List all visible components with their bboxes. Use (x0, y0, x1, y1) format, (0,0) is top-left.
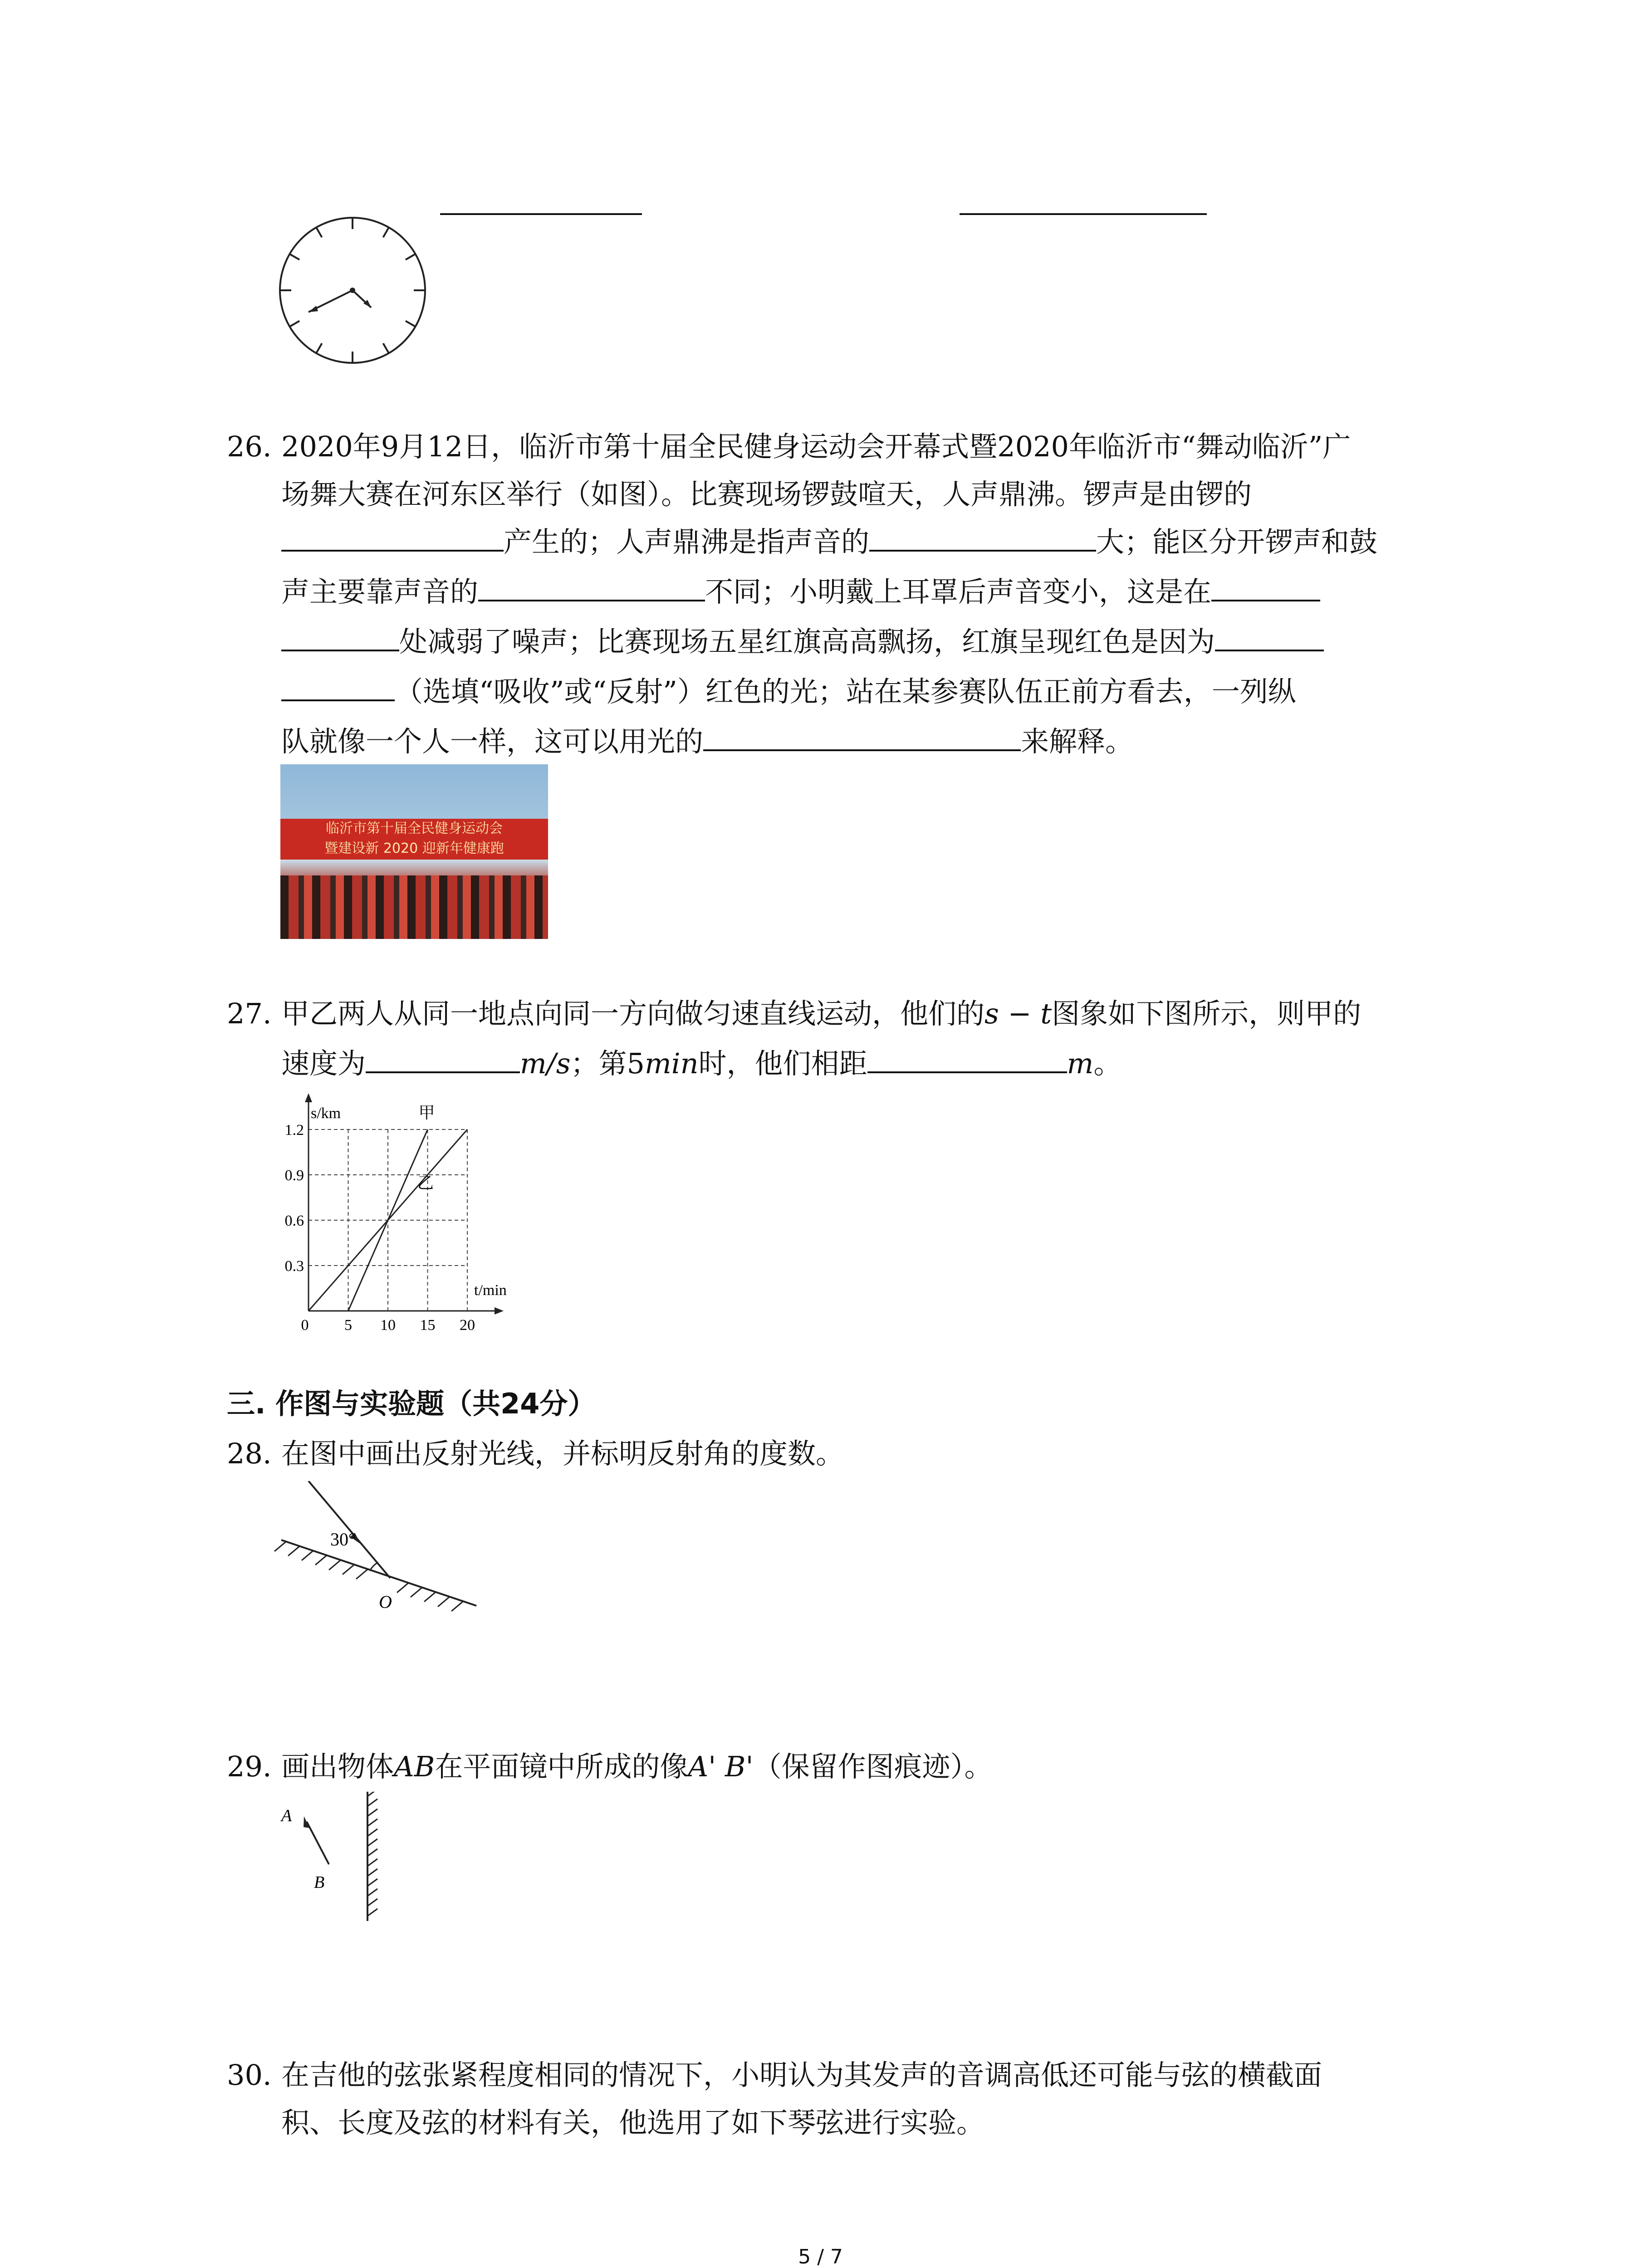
q28-text: 在图中画出反射光线，并标明反射角的度数。 (281, 1437, 844, 1470)
clock-tick (406, 321, 416, 327)
q26-line5: 处减弱了噪声；比赛现场五星红旗高高飘扬，红旗呈现红色是因为 (281, 617, 1324, 667)
mirror-hatch-line (367, 1909, 377, 1916)
label-a: A (281, 1806, 292, 1825)
mirror-hatch-line (367, 1829, 377, 1836)
y-tick-label: 1.2 (284, 1122, 304, 1139)
clock-figure (272, 213, 436, 376)
x-tick-label: 5 (344, 1317, 352, 1334)
clock-tick (406, 254, 416, 260)
x-axis-arrow (495, 1307, 504, 1315)
page-number: 5 / 7 (798, 2245, 843, 2268)
q26-blank-3[interactable] (478, 572, 705, 601)
q26-number: 26. (227, 430, 272, 463)
x-tick-label: 15 (420, 1317, 436, 1334)
mirror-hatch-line (367, 1879, 377, 1886)
mirror-hatch-line (367, 1889, 377, 1896)
q30-line1: 在吉他的弦张紧程度相同的情况下，小明认为其发声的音调高低还可能与弦的横截面 (281, 2058, 1323, 2092)
q26-blank-2[interactable] (869, 523, 1096, 552)
clock-tick (316, 343, 322, 353)
label-b: B (314, 1873, 325, 1892)
q28-number: 28. (227, 1437, 272, 1470)
answer-blank-clock-2[interactable] (960, 213, 1207, 215)
q26-blank-5[interactable] (281, 622, 399, 651)
mirror-figure (272, 1792, 390, 1923)
q27-number: 27. (227, 997, 272, 1030)
q26-line3: 产生的；人声鼎沸是指声音的 大；能区分开锣声和鼓 (281, 517, 1377, 567)
x-axis-label: t/min (474, 1282, 507, 1299)
q26-line4: 声主要靠声音的 不同；小明戴上耳罩后声音变小，这是在 (281, 567, 1320, 617)
angle-label: 30° (330, 1529, 356, 1549)
clock-tick (316, 227, 322, 237)
point-o-label: O (379, 1592, 392, 1612)
x-tick-label: 20 (460, 1317, 475, 1334)
q26-blank-1[interactable] (281, 523, 504, 552)
reflection-figure (272, 1481, 481, 1617)
event-photo (280, 764, 548, 939)
q26-blank-4[interactable] (1211, 572, 1320, 601)
y-tick-label: 0.3 (284, 1258, 304, 1275)
y-axis-arrow (305, 1093, 312, 1102)
mirror-hatch-line (367, 1869, 377, 1876)
q26-line7: 队就像一个人一样，这可以用光的 来解释。 (281, 717, 1133, 767)
mirror-hatch-line (367, 1819, 377, 1826)
q29-number: 29. (227, 1750, 272, 1783)
mirror-hatch-line (367, 1849, 377, 1856)
clock-tick (289, 321, 299, 327)
q26-blank-6[interactable] (1215, 622, 1324, 651)
y-tick-label: 0.9 (284, 1167, 304, 1184)
y-axis-label: s/km (311, 1105, 341, 1122)
q30-number: 30. (227, 2058, 272, 2092)
q27-line2: 速度为 m/s；第5min时，他们相距 m。 (281, 1039, 1122, 1089)
photo-banner: 临沂市第十届全民健身运动会 暨建设新 2020 迎新年健康跑 (280, 819, 548, 860)
q26-line2: 场舞大赛在河东区举行（如图）。比赛现场锣鼓喧天，人声鼎沸。锣声是由锣的 (281, 478, 1252, 511)
answer-blank-clock-1[interactable] (440, 213, 642, 215)
x-tick-label: 0 (301, 1317, 309, 1334)
clock-tick (289, 254, 299, 260)
q26-line6: （选填“吸收”或“反射”）红色的光；站在某参赛队伍正前方看去，一列纵 (281, 667, 1296, 717)
mirror-hatch-line (367, 1839, 377, 1846)
photo-crowd (280, 875, 548, 939)
q29-text: 画出物体AB在平面镜中所成的像A' B'（保留作图痕迹）。 (281, 1750, 993, 1783)
q30-line2: 积、长度及弦的材料有关，他选用了如下琴弦进行实验。 (281, 2106, 985, 2139)
y-tick-label: 0.6 (284, 1212, 304, 1229)
mirror-hatch-line (367, 1792, 377, 1796)
q26-blank-7[interactable] (281, 672, 395, 701)
clock-tick (383, 343, 389, 353)
series-label-2: 乙 (417, 1174, 434, 1192)
st-graph (268, 1086, 531, 1336)
q27-blank-distance[interactable] (867, 1044, 1067, 1073)
x-tick-label: 10 (380, 1317, 396, 1334)
mirror-hatch-line (367, 1809, 377, 1816)
mirror-hatch-line (367, 1859, 377, 1866)
clock-tick (383, 227, 389, 237)
mirror-hatch-line (367, 1899, 377, 1906)
q26-line1: 2020年9月12日，临沂市第十届全民健身运动会开幕式暨2020年临沂市“舞动临沂”广 (281, 430, 1351, 463)
q27-blank-speed[interactable] (366, 1044, 520, 1073)
series-label-1: 甲 (418, 1104, 435, 1122)
mirror-hatch-line (367, 1799, 377, 1806)
q26-blank-8[interactable] (703, 722, 1021, 751)
section-3-title: 三. 作图与实验题（共24分） (227, 1387, 596, 1420)
q27-line1: 甲乙两人从同一地点向同一方向做匀速直线运动，他们的s − t图象如下图所示，则甲的 (281, 997, 1362, 1030)
